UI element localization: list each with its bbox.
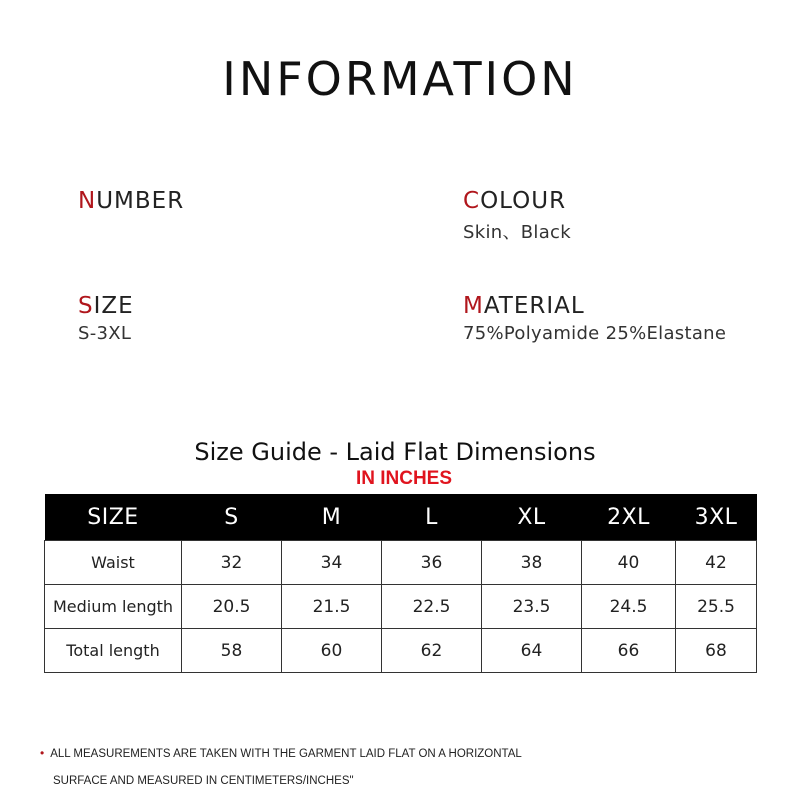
table-header-row [45,494,757,541]
table-row [45,541,757,585]
table-cell: 66 [582,629,676,673]
table-cell: 20.5 [182,585,282,629]
row-label: Total length [45,629,182,673]
table-header-cell: SIZE [45,494,182,541]
field-colour-value: Skin、Black [463,222,571,243]
table-header-cell: XL [482,494,582,541]
field-colour [463,188,571,244]
bullet-icon: • [40,746,45,760]
label-rest: ATERIAL [483,293,585,319]
field-material-value: 75%Polyamide 25%Elastane [463,323,727,344]
label-rest: OLOUR [480,188,567,214]
table-cell: 58 [182,629,282,673]
table-cell: 34 [282,541,382,585]
note-line-1 [40,740,780,768]
size-table [44,494,757,673]
label-rest: UMBER [96,188,185,214]
table-row [45,629,757,673]
row-label: Waist [45,541,182,585]
table-cell: 62 [382,629,482,673]
table-cell: 22.5 [382,585,482,629]
table-header-cell: L [382,494,482,541]
table-cell: 23.5 [482,585,582,629]
table-cell: 36 [382,541,482,585]
table-header-cell: M [282,494,382,541]
label-initial: M [463,293,484,319]
note-line-2: SURFACE AND MEASURED IN CENTIMETERS/INCHES" [53,775,354,787]
field-size [78,293,134,344]
field-colour-label [463,188,571,214]
table-cell: 60 [282,629,382,673]
table-cell: 21.5 [282,585,382,629]
size-guide-title: Size Guide - Laid Flat Dimensions [194,438,596,466]
label-initial: N [78,188,97,214]
page-title: INFORMATION [222,52,578,106]
table-cell: 25.5 [676,585,757,629]
table-cell: 24.5 [582,585,676,629]
table-header-cell: 3XL [676,494,757,541]
field-number [78,188,184,218]
field-number-label [78,188,184,214]
field-material-label [463,293,726,319]
table-cell: 32 [182,541,282,585]
label-rest: IZE [93,293,134,319]
table-cell: 38 [482,541,582,585]
field-size-value: S-3XL [78,323,132,344]
note-text-1: ALL MEASUREMENTS ARE TAKEN WITH THE GARMENT LAID FLAT ON A HORIZONTAL [50,748,522,760]
size-guide-unit: IN INCHES [355,468,453,489]
table-header-cell: 2XL [582,494,676,541]
field-size-label [78,293,134,319]
table-cell: 64 [482,629,582,673]
label-initial: S [78,293,94,319]
table-cell: 68 [676,629,757,673]
table-header-cell: S [182,494,282,541]
table-row [45,585,757,629]
row-label: Medium length [45,585,182,629]
field-material [463,293,726,344]
label-initial: C [463,188,481,214]
measurement-note [40,740,780,795]
table-cell: 40 [582,541,676,585]
table-cell: 42 [676,541,757,585]
